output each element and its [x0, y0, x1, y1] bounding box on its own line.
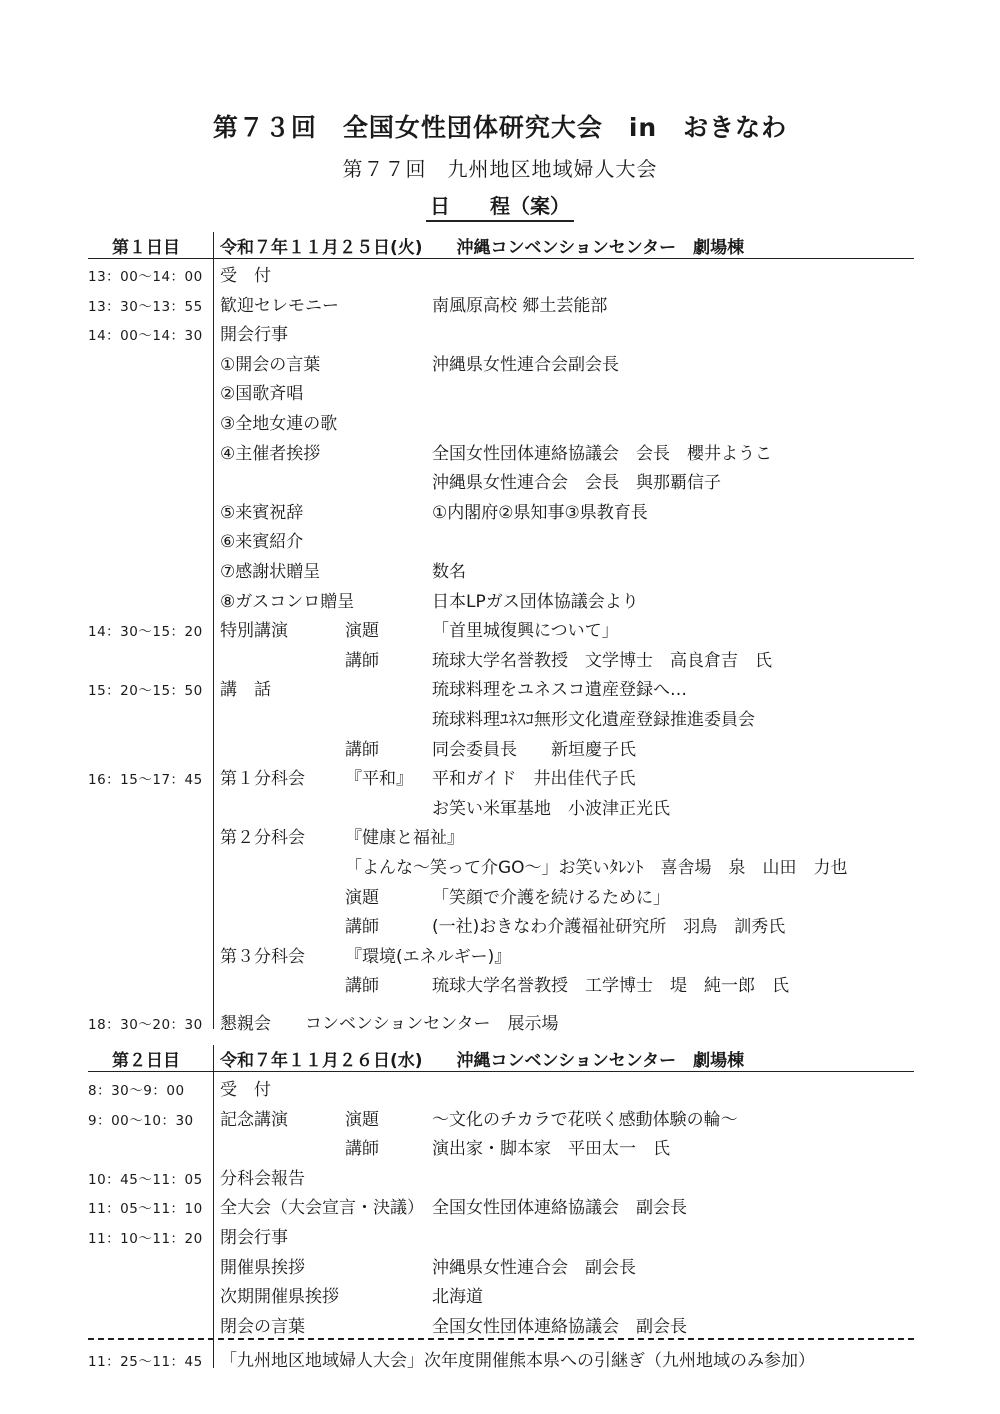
reception-text: 懇親会 コンベンションセンター 展示場: [220, 1014, 559, 1034]
day1-row-b: 演題: [345, 887, 379, 908]
day1-row-c: 沖縄県女性連合会 会長 與那覇信子: [432, 473, 721, 494]
day2-row-time: 9：00～10：30: [88, 1112, 194, 1129]
day2-row-a: 全大会（大会宣言・決議）: [220, 1198, 424, 1219]
day1-row-a: 特別講演: [220, 621, 288, 642]
sub-title: 第７７回 九州地区地域婦人大会: [342, 157, 658, 181]
day1-row-a: 受 付: [220, 266, 271, 286]
day1-row-a: 開会行事: [220, 325, 288, 346]
day1-row-time: 14：30～15：20: [88, 624, 203, 641]
day1-row-c: 琉球料理をユネスコ遺産登録へ…: [432, 680, 687, 701]
day1-row-b: 講師: [345, 739, 379, 760]
day1-row-b: 講師: [345, 976, 379, 997]
day1-row-a: ⑤来賓祝辞: [220, 502, 304, 523]
day1-row-a: ⑧ガスコンロ贈呈: [220, 591, 355, 612]
day1-row-b: 『平和』: [345, 769, 413, 790]
day2-row-c: 全国女性団体連絡協議会 副会長: [432, 1198, 687, 1219]
day1-row-b: 『健康と福祉』: [345, 828, 464, 849]
day1-row-a: ④主催者挨拶: [220, 443, 321, 464]
day1-header: 令和７年１１月２５日(火) 沖縄コンベンションセンター 劇場棟: [220, 238, 745, 258]
day1-row-b: 「よんな～笑って介GO～」お笑いﾀﾚﾝﾄ 喜舎場 泉 山田 力也: [345, 858, 848, 878]
day2-row-time: 10：45～11：05: [88, 1171, 203, 1188]
day1-row-b: 演題: [345, 621, 379, 642]
day1-row-a: ⑥来賓紹介: [220, 532, 304, 553]
day1-column-divider: [213, 232, 214, 1029]
main-title: 第７３回 全国女性団体研究大会 in おきなわ: [212, 113, 788, 142]
day1-row-c: 「笑顔で介護を続けるために」: [432, 887, 670, 908]
handover-text: 「九州地区地域婦人大会」次年度開催熊本県への引継ぎ（九州地域のみ参加）: [220, 1351, 815, 1371]
day1-row-c: 南風原高校 郷土芸能部: [432, 295, 608, 316]
day2-row-a: 分科会報告: [220, 1168, 305, 1189]
day2-row-c: ～文化のチカラで花咲く感動体験の輪～: [432, 1109, 738, 1130]
day1-row-c: 沖縄県女性連合会副会長: [432, 354, 619, 375]
day1-row-a: 第１分科会: [220, 769, 305, 790]
day2-header: 令和７年１１月２６日(水) 沖縄コンベンションセンター 劇場棟: [220, 1051, 745, 1071]
day1-row-c: 平和ガイド 井出佳代子氏: [432, 769, 636, 790]
day1-row-a: 第３分科会: [220, 946, 305, 967]
day1-row-c: 同会委員長 新垣慶子氏: [432, 739, 636, 760]
day1-row-c: 琉球大学名誉教授 工学博士 堤 純一郎 氏: [432, 976, 789, 997]
day2-row-time: 11：10～11：20: [88, 1231, 203, 1247]
day2-row-a: 受 付: [220, 1080, 271, 1100]
day1-row-b: 講師: [345, 917, 379, 938]
day1-row-time: 15：20～15：50: [88, 683, 203, 700]
day1-row-a: ②国歌斉唱: [220, 384, 304, 405]
day1-row-c: 「首里城復興について」: [432, 621, 619, 642]
day1-row-c: (一社)おきなわ介護福祉研究所 羽鳥 訓秀氏: [432, 917, 786, 938]
day1-row-a: ①開会の言葉: [220, 354, 321, 375]
day1-row-a: ③全地女連の歌: [220, 414, 338, 434]
day1-row-a: 講 話: [220, 680, 271, 701]
handover-time: 11：25～11：45: [88, 1354, 203, 1370]
day1-row-b: 『環境(エネルギー)』: [345, 946, 512, 967]
day2-column-divider: [213, 1045, 214, 1368]
day1-label: 第１日目: [112, 238, 180, 258]
day2-row-time: 8：30～9：00: [88, 1083, 185, 1099]
day2-row-time: 11：05～11：10: [88, 1201, 203, 1218]
day2-row-a: 閉会行事: [220, 1228, 288, 1248]
day1-row-time: 13：00～14：00: [88, 269, 203, 285]
day2-row-a: 記念講演: [220, 1109, 288, 1130]
day1-row-c: 琉球大学名誉教授 文学博士 高良倉吉 氏: [432, 650, 772, 671]
day2-row-c: 演出家・脚本家 平田太一 氏: [432, 1139, 670, 1160]
day1-row-b: 講師: [345, 650, 379, 671]
day1-row-a: 第２分科会: [220, 828, 305, 849]
schedule-heading-text: 日 程（案）: [426, 194, 574, 222]
day2-row-c: 北海道: [432, 1287, 483, 1308]
schedule-heading: [0, 190, 1000, 219]
day1-row-time: 14：00～14：30: [88, 328, 203, 345]
day2-row-c: 全国女性団体連絡協議会 副会長: [432, 1316, 687, 1337]
day1-header-rule: [88, 258, 914, 259]
day2-row-a: 開催県挨拶: [220, 1257, 305, 1278]
day2-label: 第２日目: [112, 1051, 180, 1071]
day1-row-c: ①内閣府②県知事③県教育長: [432, 502, 648, 523]
dashed-separator: [88, 1338, 914, 1340]
day1-row-time: 13：30～13：55: [88, 298, 203, 315]
day2-row-a: 閉会の言葉: [220, 1316, 305, 1337]
day1-row-c: 全国女性団体連絡協議会 会長 櫻井ようこ: [432, 443, 772, 464]
day1-row-c: 琉球料理ﾕﾈｽｺ無形文化遺産登録推進委員会: [432, 710, 755, 730]
day1-row-c: 日本LPガス団体協議会より: [432, 591, 639, 612]
day1-row-c: 数名: [432, 562, 466, 582]
day2-header-rule: [88, 1071, 914, 1072]
day1-row-c: お笑い米軍基地 小波津正光氏: [432, 798, 670, 819]
day2-row-b: 講師: [345, 1139, 379, 1160]
day2-row-c: 沖縄県女性連合会 副会長: [432, 1257, 636, 1278]
day1-row-time: 16：15～17：45: [88, 772, 203, 789]
day2-row-a: 次期開催県挨拶: [220, 1287, 339, 1308]
reception-time: 18：30～20：30: [88, 1017, 203, 1033]
day2-row-b: 演題: [345, 1109, 379, 1130]
day1-row-a: ⑦感謝状贈呈: [220, 562, 321, 582]
day1-row-a: 歓迎セレモニー: [220, 295, 339, 316]
